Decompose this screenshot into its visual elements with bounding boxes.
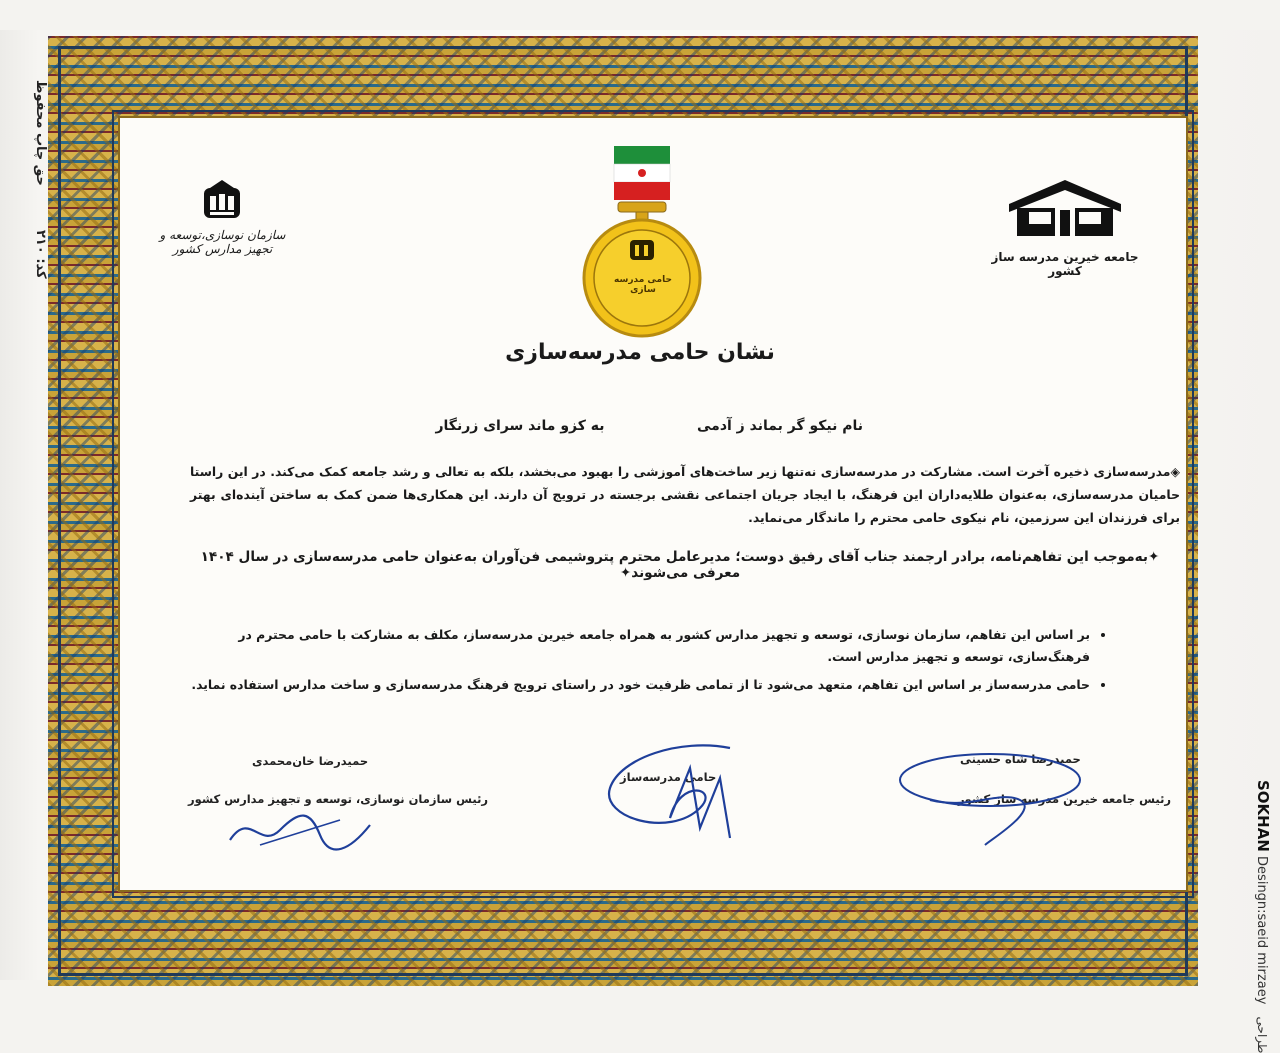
left-signature: [220, 790, 380, 860]
intro-paragraph: ◈مدرسه‌سازی ذخیره آخرت است. مشارکت در مدرسه‌سازی نه‌تنها زیر ساخت‌های آموزشی را بهبود می‌بخشد، بلکه به تعالی و رشد جامعه کمک می‌کند. در این راستا حامیان مدرسه‌سازی، به‌عنوان طلایه‌داران این فرهنگ، با ایجاد جریان اجتماعی نقشی برجسته در ترویج آن دارند. این همکاری‌ها ضمن کمک به ساختن آینده‌ای بهتر برای فرزندان این سرزمین، نام نیکوی حامی محترم را ماندگار می‌نماید.: [190, 464, 1180, 525]
terms-list: [170, 624, 1108, 702]
khayerin-logo-icon: [1005, 178, 1125, 238]
designer-fa: طراحی: [1255, 1016, 1269, 1053]
designer-name: Desingn:saeid mirzaey: [1254, 856, 1269, 1005]
page-title: نشان حامی مدرسه‌سازی: [505, 340, 775, 365]
medal-icon: [578, 140, 706, 340]
center-signature: [580, 728, 760, 858]
list-item: • بر اساس این تفاهم، سازمان نوسازی، توسعه و تجهیز مدارس کشور به همراه جامعه خیرین مدرسه‌ساز، مکلف به مشارکت با حامی محترم در فرهنگ‌سازی، توسعه و تجهیز مدارس است.: [170, 624, 1090, 668]
center-signer-role: حامی مدرسه‌ساز: [620, 770, 717, 784]
verse-first-half: نام نیکو گر بماند ز آدمی: [696, 418, 863, 434]
right-org-name: جامعه خیرین مدرسه ساز کشور: [991, 250, 1139, 278]
nosazi-emblem-icon: [200, 178, 244, 222]
verse-second-half: به کزو ماند سرای زرنگار: [435, 418, 605, 434]
designer-brand: SOKHAN: [1254, 780, 1272, 852]
copyright-note: حق چاپ محفوظ: [33, 80, 48, 186]
right-signature: [890, 740, 1090, 850]
designer-credit: [1254, 780, 1272, 1053]
medal-inscription: حامی مدرسه سازی: [614, 275, 672, 295]
list-item: • حامی مدرسه‌ساز بر اساس این تفاهم، متعهد می‌شود تا از تمامی ظرفیت خود در راستای ترویج فرهنگ مدرسه‌سازی و ساخت مدارس استفاده نماید.: [170, 674, 1090, 696]
left-org-name: سازمان نوسازی،توسعه و تجهیز مدارس کشور: [159, 228, 286, 256]
print-code: کد: ۲۱۰: [33, 230, 48, 279]
left-signer-name: حمیدرضا خان‌محمدی: [252, 754, 369, 768]
right-signer-name: حمیدرضا شاه حسینی: [960, 752, 1081, 766]
recipient-statement: ✦به‌موجب این تفاهم‌نامه، برادر ارجمند جناب آقای رفیق دوست؛ مدیرعامل محترم پتروشیمی فن‌آوران به‌عنوان حامی مدرسه‌سازی در سال ۱۴۰۴ معرفی می‌شوند✦: [200, 549, 1160, 581]
right-signer-role: رئیس جامعه خیرین مدرسه ساز کشور: [958, 792, 1172, 806]
left-signer-role: رئیس سازمان نوسازی، توسعه و تجهیز مدارس کشور: [188, 792, 489, 806]
